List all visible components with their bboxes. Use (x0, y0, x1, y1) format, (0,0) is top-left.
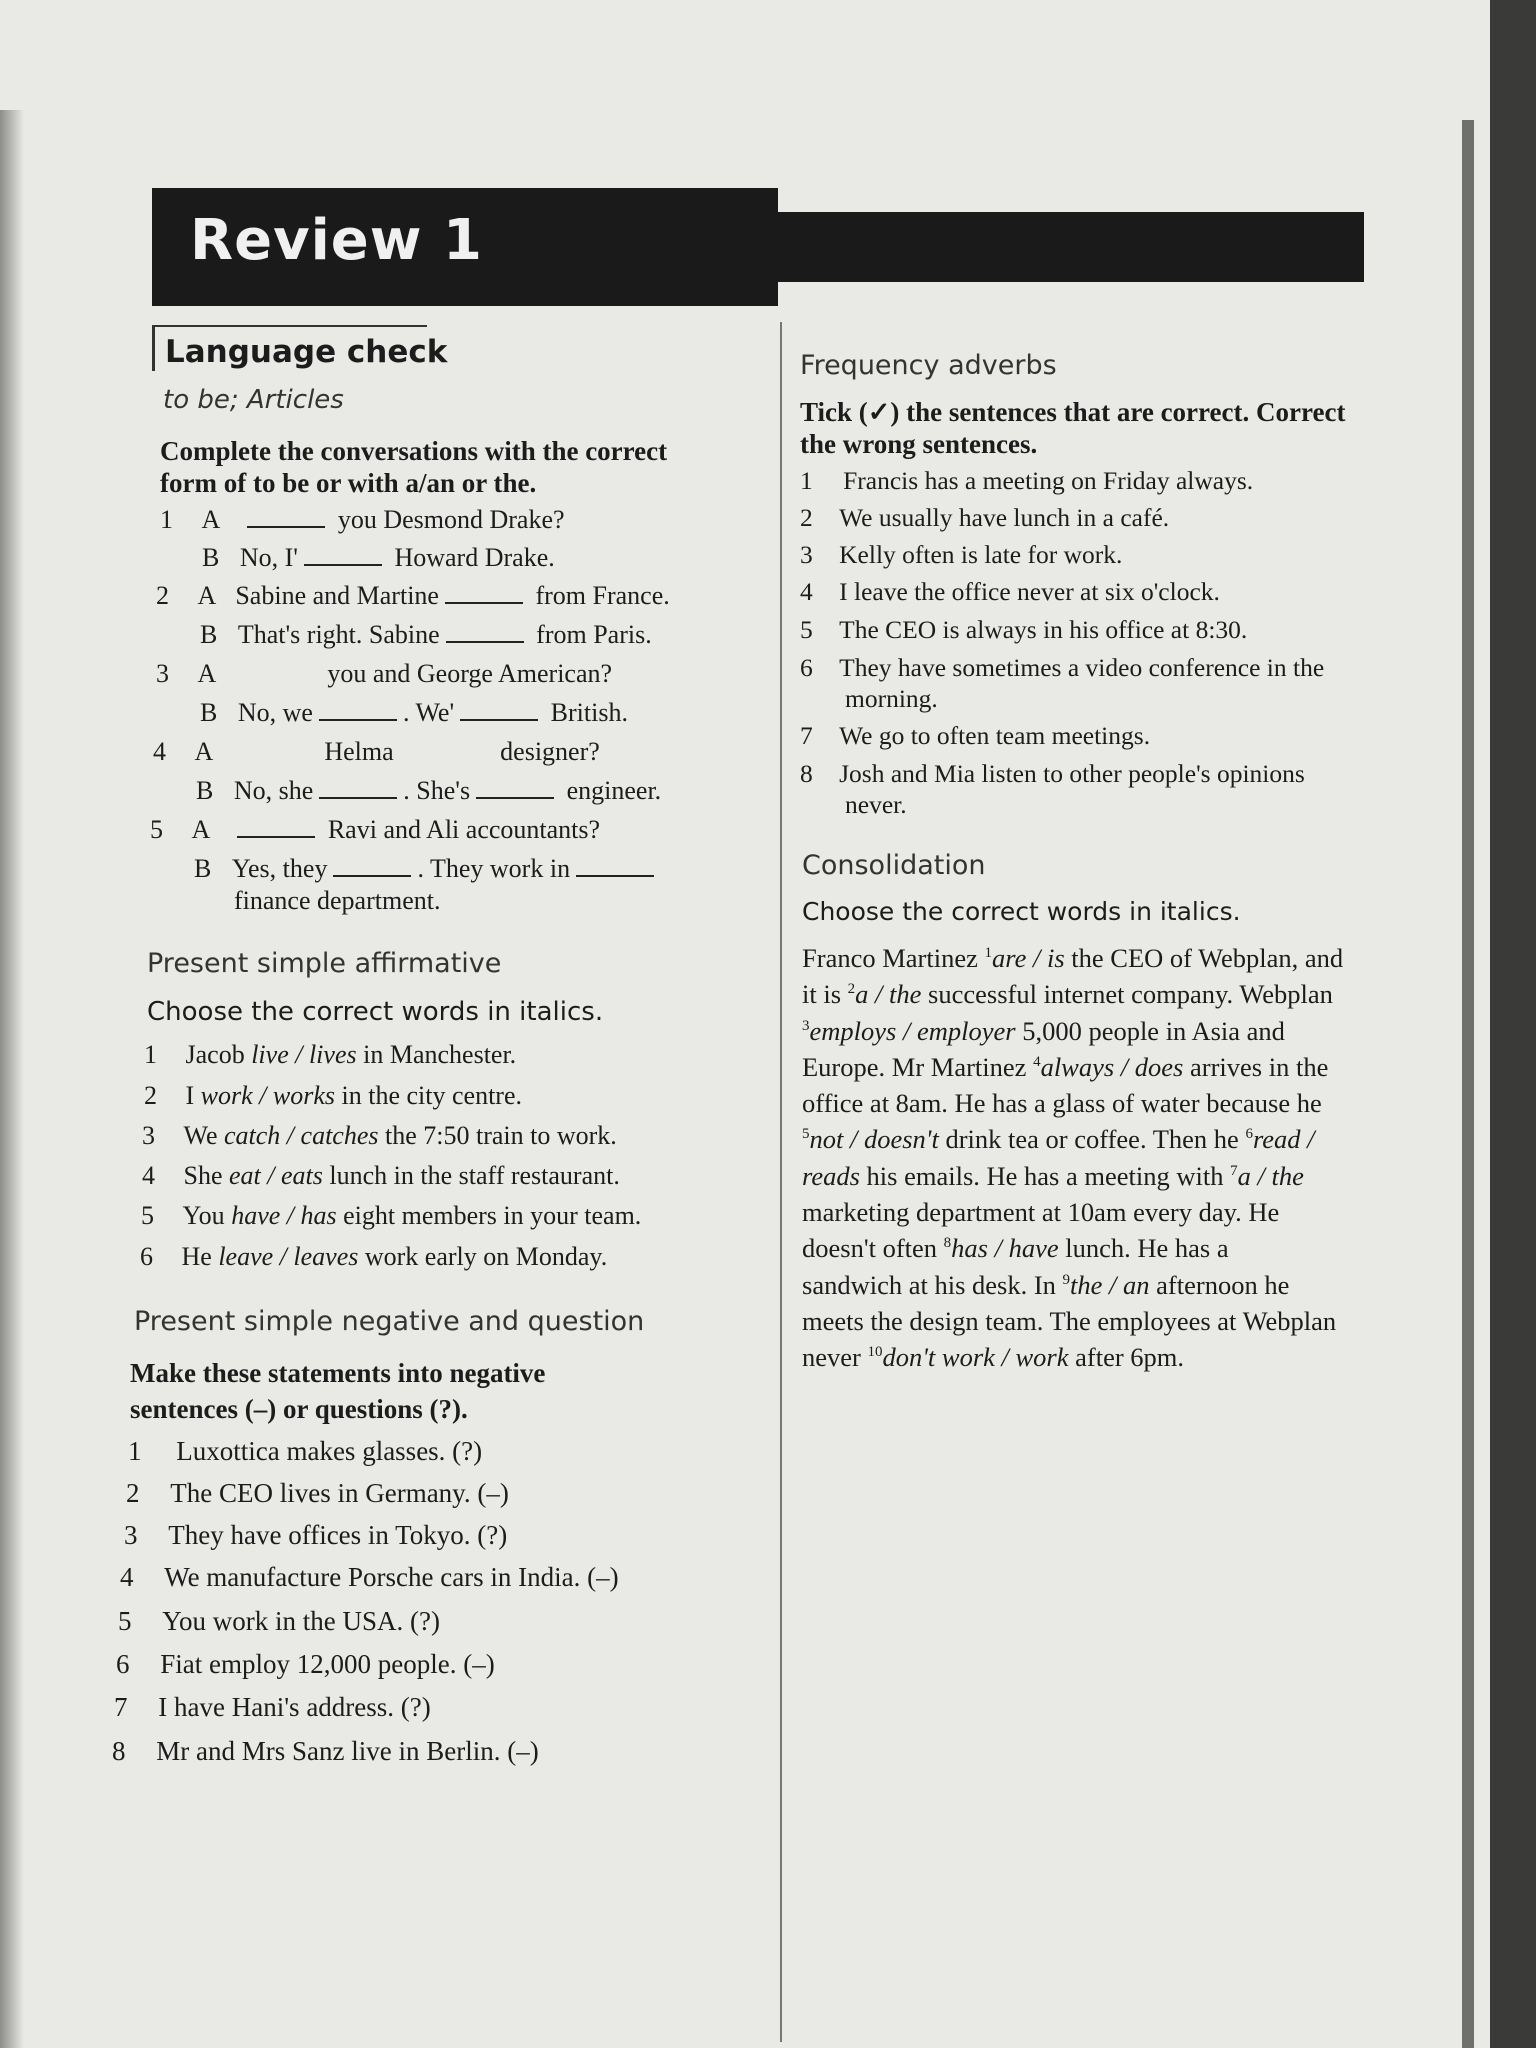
line-text: I leave the office never at six o'clock. (839, 577, 1220, 606)
line-text: the 7:50 train to work. (385, 1121, 617, 1150)
italic-options: don't work / work (882, 1342, 1069, 1373)
paragraph-line (802, 1121, 1442, 1157)
line-text: They have sometimes a video conference in the (839, 653, 1325, 682)
paragraph-text: marketing department at 10am every day. He (802, 1197, 1280, 1228)
item-number: 8 (112, 1736, 126, 1766)
paragraph-line (802, 1158, 1442, 1194)
line-text: Mr and Mrs Sanz live in Berlin. (–) (156, 1736, 539, 1766)
list-item (144, 1081, 522, 1111)
list-item (800, 721, 1150, 751)
paragraph-text: Europe. Mr Martinez (802, 1051, 1034, 1082)
item-number: 4 (153, 737, 166, 766)
paragraph-text: office at 8am. He has a glass of water because he (802, 1088, 1322, 1119)
line-text: in the city centre. (341, 1081, 522, 1110)
paragraph-text: sandwich at his desk. In (802, 1269, 1063, 1300)
paragraph-text: meets the design team. The employees at Webplan (802, 1305, 1337, 1336)
line-text: you Desmond Drake? (337, 505, 565, 534)
list-item (800, 466, 1253, 496)
gap-number: 4 (1033, 1054, 1041, 1071)
italic-options: read / (1252, 1124, 1315, 1155)
negative-heading: Present simple negative and question (134, 1306, 645, 1337)
line-text: We go to often team meetings. (839, 721, 1151, 750)
paragraph-text: 5,000 people in Asia and (1015, 1015, 1285, 1046)
item-number: 1 (800, 466, 813, 495)
paragraph-line (802, 976, 1442, 1012)
language-check-subtitle: to be; Articles (163, 385, 344, 415)
item-number: 3 (156, 659, 169, 688)
italic-options: always / does (1040, 1051, 1184, 1082)
line-text: Sabine and Martine (235, 581, 439, 610)
item-number: 4 (120, 1562, 134, 1592)
line-text: in Manchester. (363, 1040, 517, 1069)
line-text: No, she (233, 776, 314, 805)
line-text: The CEO is always in his office at 8:30. (839, 615, 1248, 644)
paragraph-line (802, 1230, 1442, 1266)
line-text: You (182, 1201, 225, 1230)
blank (476, 779, 554, 799)
speaker-label: B (196, 776, 214, 805)
item-number: 2 (156, 581, 169, 610)
affirmative-instruction: Choose the correct words in italics. (147, 997, 604, 1027)
italic-options: have / has (231, 1201, 337, 1230)
gap-number: 2 (847, 981, 856, 998)
paragraph-text: lunch. He has a (1058, 1233, 1229, 1264)
list-item (116, 1649, 495, 1680)
paragraph-text: afternoon he (1149, 1269, 1290, 1300)
blank (237, 818, 315, 838)
page-title: Review 1 (190, 208, 483, 273)
line-text: Josh and Mia listen to other people's opinions (839, 759, 1305, 788)
line-text: British. (550, 698, 628, 727)
line-text: you and George American? (327, 659, 613, 688)
item-number: 1 (128, 1436, 142, 1466)
blank (247, 508, 325, 528)
line-text: Helma (324, 737, 394, 766)
list-item (142, 1161, 620, 1191)
paragraph-line (802, 940, 1442, 976)
italic-options: not / doesn't (809, 1124, 939, 1155)
exercise-line (150, 815, 600, 845)
line-text: Ravi and Ali accountants? (327, 815, 601, 844)
item-number: 4 (800, 577, 813, 606)
item-number: 2 (126, 1478, 140, 1508)
paragraph-line (802, 1013, 1442, 1049)
page-edge (1462, 120, 1474, 2048)
exercise-line (156, 581, 670, 611)
item-number: 5 (800, 615, 813, 644)
line-text: work early on Monday. (364, 1242, 608, 1271)
line-text: Jacob (185, 1040, 245, 1069)
list-item (126, 1478, 509, 1509)
paragraph-text: it is (802, 979, 848, 1010)
frequency-heading: Frequency adverbs (800, 350, 1057, 381)
line-text: We usually have lunch in a café. (839, 503, 1170, 532)
item-number: 7 (114, 1692, 128, 1722)
item-number: 6 (800, 653, 813, 682)
item-number: 7 (800, 721, 813, 750)
list-item (800, 759, 1305, 789)
line-text: You work in the USA. (?) (162, 1606, 441, 1636)
instruction-line: Complete the conversations with the correct (160, 436, 668, 466)
gap-number: 6 (1245, 1126, 1253, 1143)
gap-number: 3 (802, 1017, 810, 1034)
line-text: engineer. (566, 776, 662, 805)
line-text: I (185, 1081, 195, 1110)
instruction-line: Make these statements into negative (130, 1358, 546, 1388)
italic-options: are / is (992, 943, 1065, 973)
italic-options: leave / leaves (218, 1242, 359, 1271)
italic-options: reads (802, 1160, 860, 1191)
line-text: He (181, 1242, 212, 1271)
negative-instruction (130, 1355, 545, 1427)
italic-options: has / have (951, 1233, 1059, 1264)
line-text: We manufacture Porsche cars in India. (–) (164, 1562, 619, 1592)
gap-number: 10 (867, 1344, 883, 1361)
consolidation-heading: Consolidation (802, 850, 986, 881)
list-item (114, 1692, 431, 1723)
list-item-cont: morning. (845, 684, 938, 713)
blank (333, 857, 411, 877)
list-item (112, 1736, 539, 1767)
exercise-line (200, 698, 628, 728)
item-number: 6 (116, 1649, 130, 1679)
italic-options: a / the (1237, 1160, 1304, 1191)
blank (446, 623, 524, 643)
speaker-label: A (191, 815, 209, 844)
line-text: designer? (500, 737, 600, 766)
gap-number: 9 (1062, 1271, 1071, 1288)
line-text: lunch in the staff restaurant. (329, 1161, 620, 1190)
list-item (144, 1040, 516, 1070)
paragraph-text: never (802, 1342, 868, 1373)
list-item (128, 1436, 482, 1467)
exercise-line (200, 620, 652, 650)
paragraph-line (802, 1194, 1442, 1230)
speaker-label: B (194, 854, 212, 883)
instruction-line: the wrong sentences. (800, 429, 1038, 459)
speaker-label: A (197, 659, 215, 688)
line-text: eight members in your team. (343, 1201, 642, 1230)
exercise-line (194, 854, 660, 884)
instruction-line: sentences (–) or questions (?). (130, 1394, 468, 1424)
line-text: . She's (403, 776, 471, 805)
italic-options: the / an (1070, 1269, 1150, 1300)
paragraph-text: Franco Martinez (802, 943, 985, 973)
gap-number: 7 (1230, 1162, 1238, 1179)
item-number: 4 (142, 1161, 155, 1190)
italic-options: live / lives (251, 1040, 357, 1069)
line-text: The CEO lives in Germany. (–) (170, 1478, 509, 1508)
line-text: . We' (402, 698, 455, 727)
line-text: . They work in (417, 854, 571, 883)
line-text: We (183, 1121, 218, 1150)
exercise-line (156, 659, 612, 689)
item-number: 3 (124, 1520, 138, 1550)
exercise-line (196, 776, 661, 806)
line-text: She (183, 1161, 223, 1190)
list-item (124, 1520, 507, 1551)
item-number: 5 (141, 1201, 154, 1230)
speaker-label: B (200, 698, 218, 727)
line-text: from Paris. (536, 620, 652, 649)
italic-options: eat / eats (229, 1161, 323, 1190)
list-item (140, 1242, 607, 1272)
list-item-cont: never. (845, 790, 907, 819)
list-item (800, 577, 1220, 607)
title-banner-extension (778, 212, 1364, 282)
speaker-label: A (197, 581, 215, 610)
blank (445, 584, 523, 604)
paragraph-text: the CEO of Webplan, and (1064, 943, 1344, 973)
speaker-label: B (200, 620, 218, 649)
line-text: No, I' (239, 543, 298, 572)
line-text: Yes, they (231, 854, 328, 883)
exercise-line (153, 737, 600, 767)
line-text: Francis has a meeting on Friday always. (843, 466, 1254, 495)
list-item (800, 615, 1247, 645)
gap-number: 8 (943, 1235, 952, 1252)
line-text: Kelly often is late for work. (839, 540, 1123, 569)
speaker-label: A (194, 737, 212, 766)
paragraph-text: arrives in the (1183, 1051, 1329, 1082)
list-item (800, 653, 1324, 683)
paragraph-line (802, 1303, 1442, 1339)
blank (319, 701, 397, 721)
italic-options: a / the (855, 979, 922, 1010)
frequency-instruction (800, 396, 1345, 460)
blank (319, 779, 397, 799)
gap-number: 1 (984, 945, 992, 962)
line-text: Howard Drake. (394, 543, 555, 572)
exercise-line (202, 543, 555, 573)
item-number: 3 (142, 1121, 155, 1150)
line-text: I have Hani's address. (?) (158, 1692, 431, 1722)
blank (304, 546, 382, 566)
speaker-label: B (202, 543, 220, 572)
gap-number: 5 (802, 1126, 810, 1143)
affirmative-heading: Present simple affirmative (147, 948, 502, 979)
consolidation-instruction: Choose the correct words in italics. (802, 897, 1241, 926)
line-text: Luxottica makes glasses. (?) (176, 1436, 483, 1466)
speaker-label: A (201, 505, 219, 534)
paragraph-line (802, 1049, 1442, 1085)
list-item (800, 540, 1122, 570)
paragraph-line (802, 1085, 1442, 1121)
list-item (118, 1606, 440, 1637)
exercise-line (160, 505, 565, 535)
item-number: 2 (144, 1081, 157, 1110)
item-number: 6 (140, 1242, 153, 1271)
italic-options: employs / employer (809, 1015, 1016, 1046)
spine-shadow (0, 110, 24, 2048)
item-number: 3 (800, 540, 813, 569)
paragraph-text: drink tea or coffee. Then he (938, 1124, 1246, 1155)
paragraph-text: doesn't often (802, 1233, 944, 1264)
consolidation-paragraph (802, 940, 1442, 1376)
paragraph-text: his emails. He has a meeting with (859, 1160, 1231, 1191)
line-text: from France. (535, 581, 670, 610)
instruction-line: Tick (✓) the sentences that are correct. Correct (800, 397, 1346, 427)
paragraph-text: successful internet company. Webplan (921, 979, 1333, 1010)
list-item (141, 1201, 641, 1231)
language-check-instruction (160, 435, 667, 499)
blank (576, 857, 654, 877)
list-item (120, 1562, 619, 1593)
item-number: 5 (118, 1606, 132, 1636)
list-item (142, 1121, 617, 1151)
italic-options: catch / catches (224, 1121, 379, 1150)
line-text: They have offices in Tokyo. (?) (168, 1520, 508, 1550)
line-text: No, we (237, 698, 313, 727)
item-number: 1 (160, 505, 173, 534)
italic-options: work / works (200, 1081, 336, 1110)
item-number: 2 (800, 503, 813, 532)
list-item (800, 503, 1169, 533)
line-text: That's right. Sabine (237, 620, 440, 649)
blank (460, 701, 538, 721)
paragraph-line (802, 1339, 1442, 1375)
exercise-line-cont: finance department. (234, 886, 441, 915)
column-divider (780, 322, 782, 2042)
item-number: 1 (144, 1040, 157, 1069)
item-number: 8 (800, 759, 813, 788)
language-check-heading: Language check (165, 334, 448, 370)
paragraph-text: after 6pm. (1068, 1342, 1185, 1373)
paragraph-line (802, 1267, 1442, 1303)
item-number: 5 (150, 815, 163, 844)
line-text: Fiat employ 12,000 people. (–) (160, 1649, 495, 1679)
instruction-line: form of to be or with a/an or the. (160, 468, 537, 498)
